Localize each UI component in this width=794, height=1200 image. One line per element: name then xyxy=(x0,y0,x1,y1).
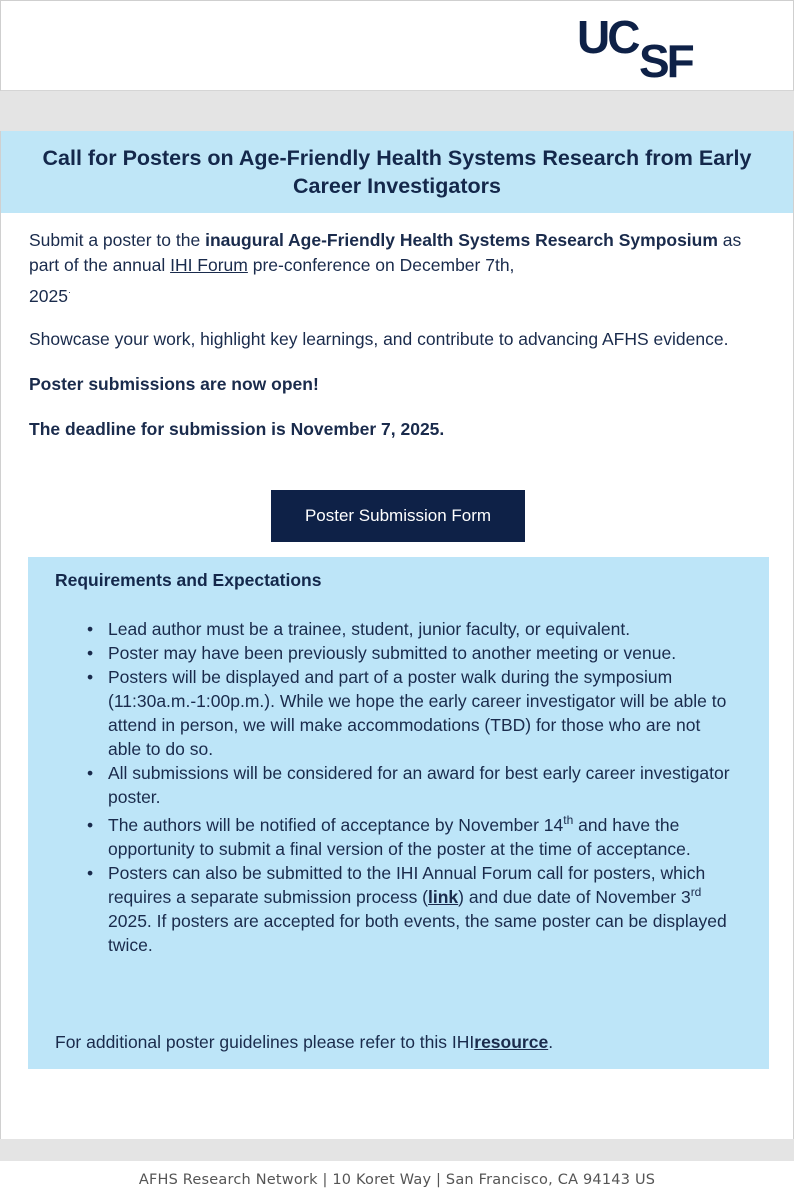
email-card xyxy=(0,131,794,1139)
symposium-name: inaugural Age-Friendly Health Systems Research Symposium xyxy=(205,230,718,250)
superscript: th xyxy=(563,813,574,828)
showcase-paragraph: Showcase your work, highlight key learnings, and contribute to advancing AFHS evidence. xyxy=(29,329,729,349)
ihi-forum-posters-link[interactable]: link xyxy=(428,887,459,907)
ucsf-logo xyxy=(577,13,707,79)
intro-section xyxy=(29,228,749,442)
bullet-icon: • xyxy=(87,763,94,783)
submissions-open-text: Poster submissions are now open! xyxy=(29,374,319,394)
requirements-title: Requirements and Expectations xyxy=(55,570,322,590)
guidelines-note xyxy=(55,1032,553,1053)
poster-submission-form-button[interactable]: Poster Submission Form xyxy=(271,490,525,542)
intro-text: pre-conference on December 7th, xyxy=(247,255,515,275)
requirements-list xyxy=(87,617,738,957)
bullet-icon: • xyxy=(87,863,94,883)
intro-text: Submit a poster to the xyxy=(29,230,206,250)
intro-text: as part of the annual xyxy=(29,230,742,275)
guidelines-text: For additional poster guidelines please refer to this IHI xyxy=(55,1032,475,1052)
title-banner xyxy=(1,131,793,213)
list-item-text: Poster may have been previously submitted to another meeting or venue. xyxy=(108,643,677,663)
bullet-icon: • xyxy=(87,815,94,835)
list-item xyxy=(87,861,738,957)
list-item-text: Lead author must be a trainee, student, junior faculty, or equivalent. xyxy=(108,619,631,639)
list-item-text: ) and due date of November 3 xyxy=(458,887,691,907)
intro-year: 2025 xyxy=(29,286,68,306)
svg-text:SF: SF xyxy=(639,35,692,79)
list-item xyxy=(87,813,738,861)
bullet-icon: • xyxy=(87,619,94,639)
superscript: rd xyxy=(690,885,702,900)
bullet-icon: • xyxy=(87,667,94,687)
header-spacer-band xyxy=(0,91,794,131)
ihi-forum-link[interactable]: IHI Forum xyxy=(170,255,248,275)
list-item-text: The authors will be notified of acceptance by November 14 xyxy=(108,815,564,835)
list-item-text: and have the opportunity to submit a final version of the poster at the time of acceptance. xyxy=(108,815,691,859)
page-title: Call for Posters on Age-Friendly Health Systems Research from Early Career Investigators xyxy=(42,146,752,198)
requirements-box xyxy=(28,557,769,1069)
deadline-text: The deadline for submission is November 7, 2025. xyxy=(29,419,445,439)
list-item xyxy=(87,641,738,665)
list-item-text: Posters will be displayed and part of a poster walk during the symposium (11:30a.m.-1:00p.m.). While we hope the early career investigator will be able to attend in person, we will make accommodations (TBD) for those who are not able to do so. xyxy=(108,667,727,759)
intro-paragraph xyxy=(29,228,749,309)
footer-spacer-band xyxy=(0,1139,794,1161)
dot-mark: · xyxy=(67,287,71,298)
list-item xyxy=(87,665,738,761)
email-header xyxy=(0,0,794,92)
svg-text:UC: UC xyxy=(577,13,638,63)
list-item-text: 2025. If posters are accepted for both events, the same poster can be displayed twice. xyxy=(108,911,727,955)
footer-address: AFHS Research Network | 10 Koret Way | San Francisco, CA 94143 US xyxy=(138,1172,656,1188)
bullet-icon: • xyxy=(87,643,94,663)
list-item-text: All submissions will be considered for an award for best early career investigator poster. xyxy=(108,763,730,807)
list-item xyxy=(87,617,738,641)
list-item xyxy=(87,761,738,809)
list-item-text: Posters can also be submitted to the IHI Annual Forum call for posters, which requires a separate submission process ( xyxy=(108,863,706,907)
ihi-resource-link[interactable]: resource xyxy=(474,1032,549,1052)
guidelines-text: . xyxy=(548,1032,554,1052)
